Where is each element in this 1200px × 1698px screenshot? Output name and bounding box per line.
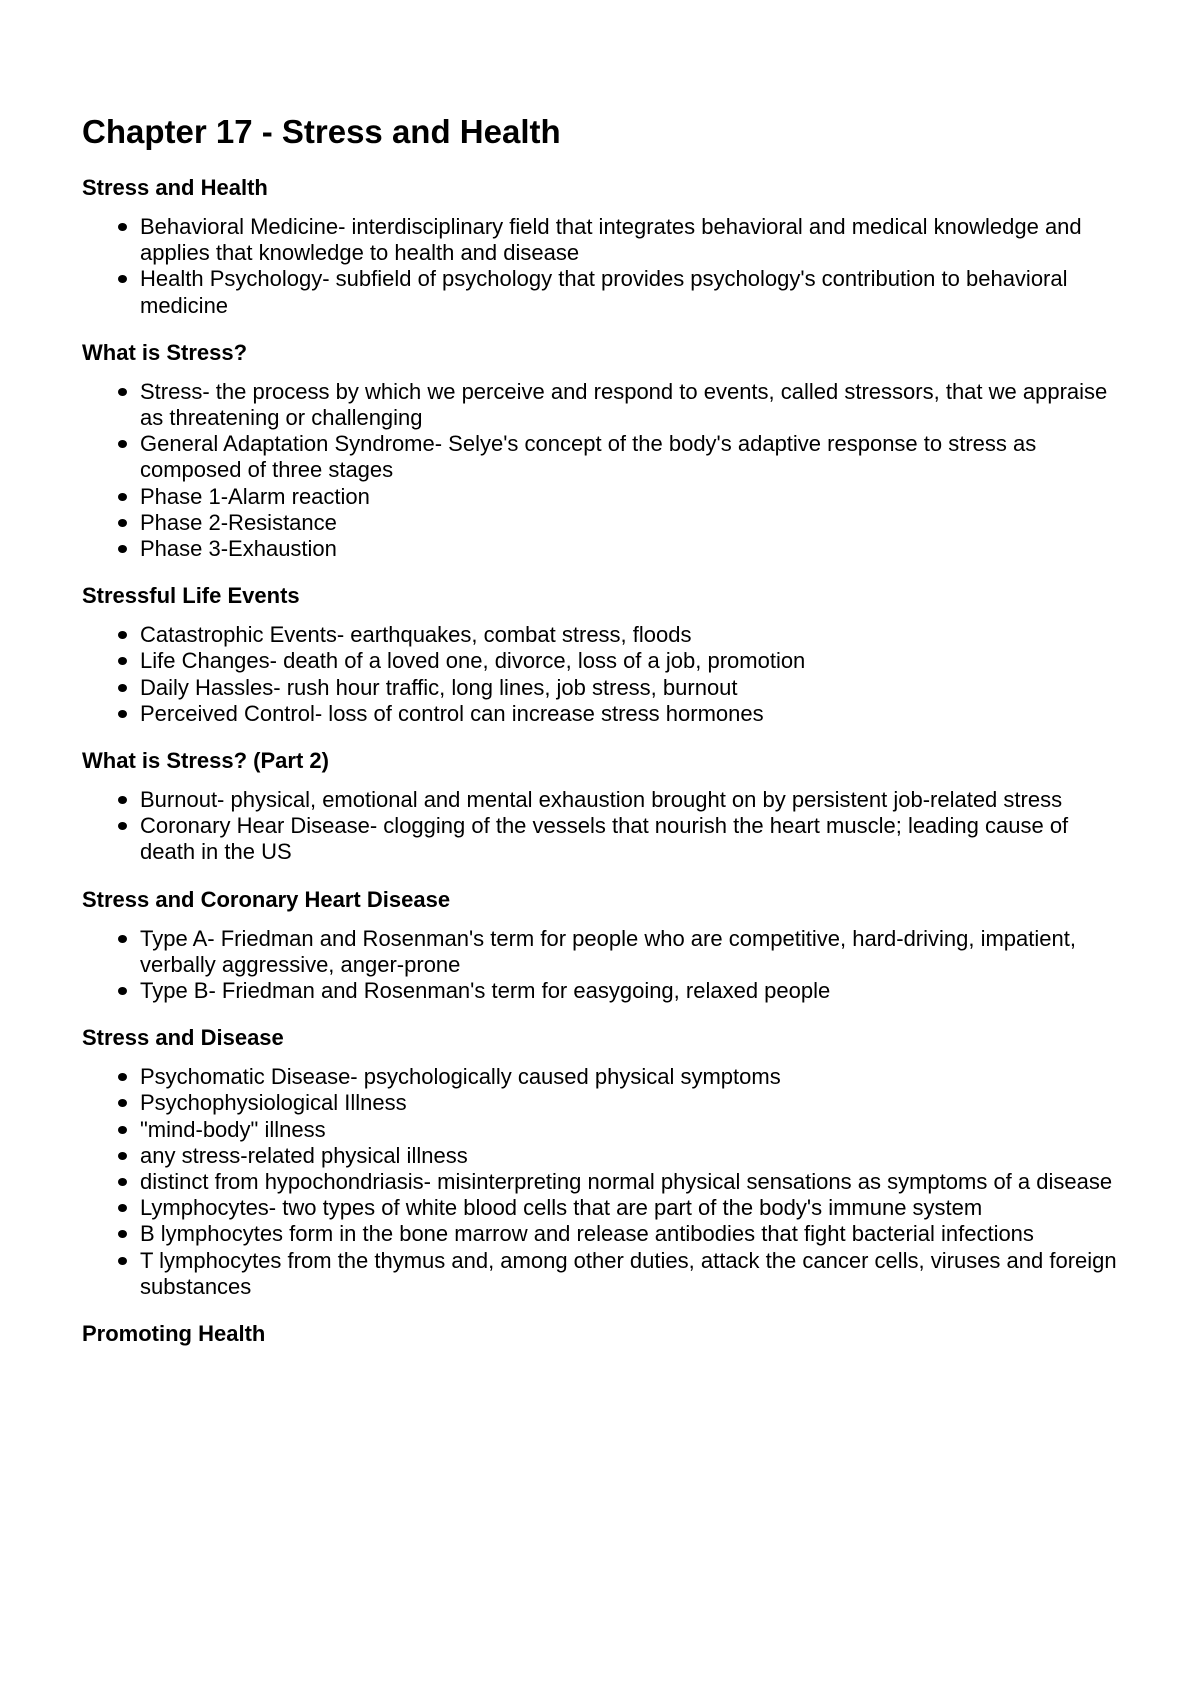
bullet-dot-icon [118,1073,127,1081]
list-item-text: Daily Hassles- rush hour traffic, long lines, job stress, burnout [140,674,738,700]
bullet-dot-icon [118,545,127,553]
section [82,174,1142,319]
list-item [140,214,1142,266]
list-item [140,379,1142,431]
bullet-dot-icon [118,1204,127,1212]
bullet-dot-icon [118,1099,127,1107]
list-item [140,675,1142,701]
list-item [140,787,1142,813]
list-item-text: Psychophysiological Illness [140,1090,407,1116]
bullet-dot-icon [118,1126,127,1134]
list-item [140,813,1142,865]
bullet-dot-icon [118,1152,127,1160]
bullet-list [82,622,1142,727]
list-item-text: Coronary Hear Disease- clogging of the vessels that nourish the heart muscle; leading cause of death in the US [140,813,1069,865]
list-item [140,926,1142,978]
list-item-text: Type A- Friedman and Rosenman's term for people who are competitive, hard-driving, impatient, verbally aggressive, anger-prone [140,925,1076,977]
bullet-dot-icon [118,684,127,692]
bullet-list [82,379,1142,562]
list-item-text: Behavioral Medicine- interdisciplinary field that integrates behavioral and medical knowledge and applies that knowledge to health and disease [140,214,1082,266]
bullet-dot-icon [118,631,127,639]
bullet-dot-icon [118,710,127,718]
bullet-list [82,214,1142,319]
section-heading: Promoting Health [82,1321,266,1347]
bullet-list [82,926,1142,1005]
list-item-text: Psychomatic Disease- psychologically caused physical symptoms [140,1064,781,1090]
list-item [140,622,1142,648]
list-item [140,266,1142,318]
list-item [140,648,1142,674]
list-item [140,431,1142,483]
bullet-dot-icon [118,822,127,830]
document-page [82,112,1142,1360]
document-title: Chapter 17 - Stress and Health [82,113,561,150]
bullet-dot-icon [118,1257,127,1265]
list-item [140,1169,1142,1195]
list-item [140,484,1142,510]
list-item-text: Stress- the process by which we perceive and respond to events, called stressors, that we appraise as threatening or challenging [140,378,1108,431]
section-heading: Stress and Coronary Heart Disease [82,886,451,912]
bullet-dot-icon [118,519,127,527]
list-item [140,701,1142,727]
list-item [140,1248,1142,1300]
list-item [140,978,1142,1004]
bullet-dot-icon [118,440,127,448]
section [82,1024,1142,1300]
list-item [140,1090,1142,1116]
section [82,1320,1142,1348]
bullet-dot-icon [118,223,127,231]
list-item-text: Catastrophic Events- earthquakes, combat stress, floods [140,622,692,648]
list-item-text: Perceived Control- loss of control can increase stress hormones [140,700,764,726]
bullet-dot-icon [118,1230,127,1238]
bullet-dot-icon [118,657,127,665]
section-heading: Stress and Health [82,175,268,200]
bullet-dot-icon [118,275,127,283]
list-item [140,1117,1142,1143]
list-item-text: Health Psychology- subfield of psychology that provides psychology's contribution to behavioral medicine [140,266,1068,318]
bullet-dot-icon [118,987,127,995]
list-item [140,1064,1142,1090]
list-item-text: T lymphocytes from the thymus and, among other duties, attack the cancer cells, viruses and foreign substances [140,1247,1117,1299]
list-item [140,1221,1142,1247]
list-item [140,1195,1142,1221]
section [82,886,1142,1005]
list-item [140,510,1142,536]
section [82,582,1142,727]
list-item-text: General Adaptation Syndrome- Selye's concept of the body's adaptive response to stress as composed of three stages [140,431,1037,483]
section [82,339,1142,562]
list-item-text: distinct from hypochondriasis- misinterpreting normal physical sensations as symptoms of a disease [140,1169,1113,1195]
list-item-text: Type B- Friedman and Rosenman's term for easygoing, relaxed people [140,978,831,1004]
list-item-text: Lymphocytes- two types of white blood cells that are part of the body's immune system [140,1195,983,1221]
section [82,747,1142,866]
section-heading: Stress and Disease [82,1025,284,1051]
list-item-text: Burnout- physical, emotional and mental exhaustion brought on by persistent job-related stress [140,787,1063,813]
section-heading: What is Stress? [82,339,248,365]
bullet-list [82,1064,1142,1300]
bullet-dot-icon [118,388,127,396]
sections-container [82,174,1142,1348]
list-item-text: Phase 2-Resistance [140,509,337,535]
list-item-text: Life Changes- death of a loved one, divorce, loss of a job, promotion [140,648,806,674]
list-item-text: Phase 3-Exhaustion [140,536,337,562]
bullet-dot-icon [118,935,127,943]
bullet-dot-icon [118,493,127,501]
section-heading: Stressful Life Events [82,583,300,609]
list-item [140,536,1142,562]
bullet-dot-icon [118,1178,127,1186]
list-item-text: "mind-body" illness [140,1116,326,1142]
list-item [140,1143,1142,1169]
bullet-list [82,787,1142,866]
section-heading: What is Stress? (Part 2) [82,748,329,774]
list-item-text: any stress-related physical illness [140,1142,468,1168]
bullet-dot-icon [118,796,127,804]
list-item-text: B lymphocytes form in the bone marrow and release antibodies that fight bacterial infections [140,1221,1034,1247]
list-item-text: Phase 1-Alarm reaction [140,483,370,509]
